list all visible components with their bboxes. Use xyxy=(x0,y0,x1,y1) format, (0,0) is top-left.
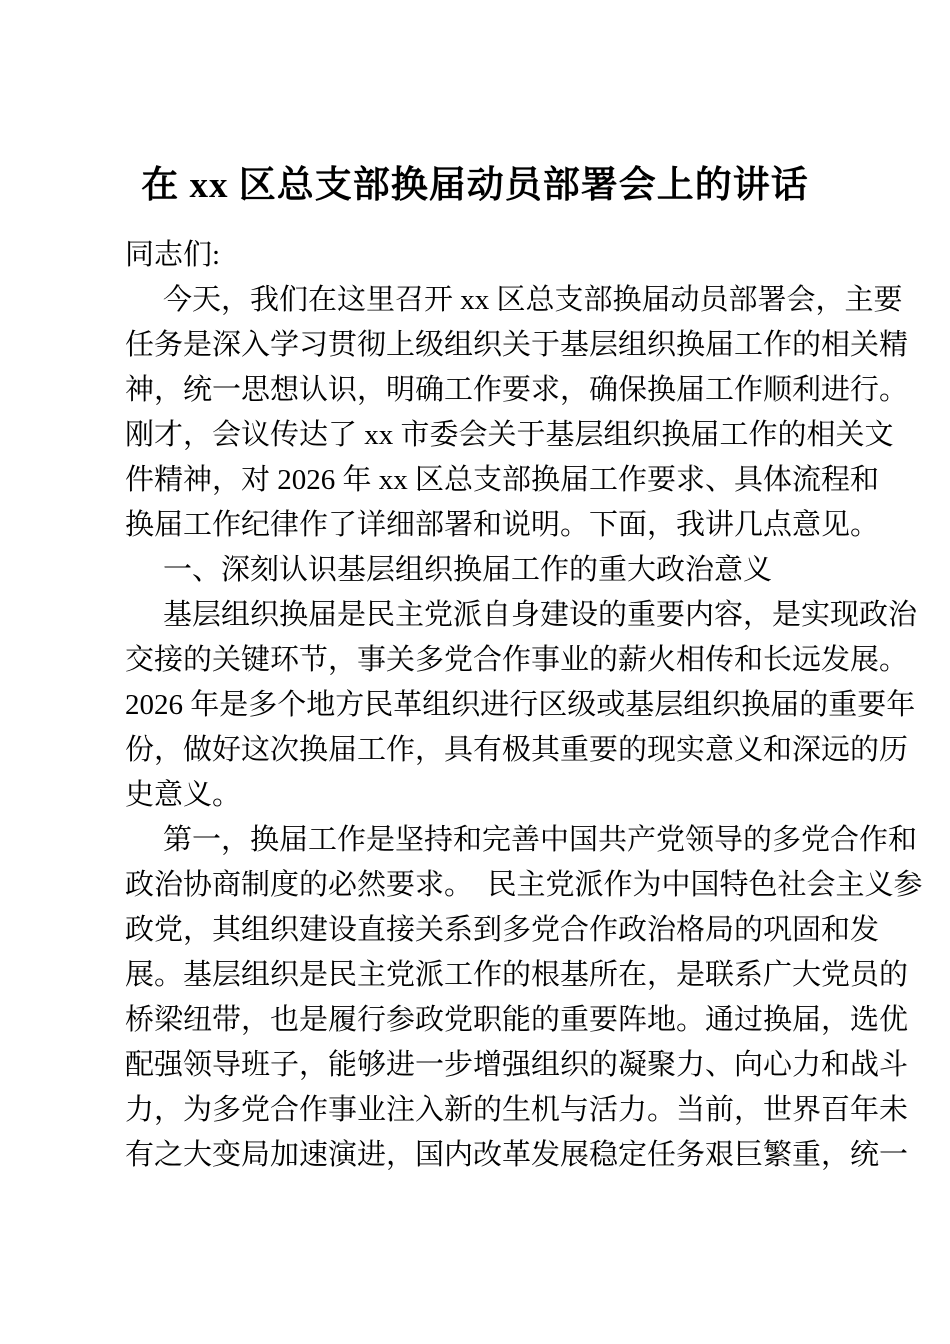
salutation: 同志们: xyxy=(125,239,221,271)
text-line: 桥梁纽带，也是履行参政党职能的重要阵地。通过换届，选优 xyxy=(125,1004,909,1036)
text-line: 力，为多党合作事业注入新的生机与活力。当前，世界百年未 xyxy=(125,1094,909,1126)
text-line: 交接的关键环节，事关多党合作事业的薪火相传和长远发展。 xyxy=(125,644,909,676)
text-line: 一、深刻认识基层组织换届工作的重大政治意义 xyxy=(163,554,773,586)
text-line: 展。基层组织是民主党派工作的根基所在，是联系广大党员的 xyxy=(125,959,909,991)
text-line: 2026 年是多个地方民革组织进行区级或基层组织换届的重要年 xyxy=(125,689,916,721)
text-line: 配强领导班子，能够进一步增强组织的凝聚力、向心力和战斗 xyxy=(125,1049,909,1081)
text-line: 有之大变局加速演进，国内改革发展稳定任务艰巨繁重，统一 xyxy=(125,1139,909,1171)
text-line: 今天，我们在这里召开 xx 区总支部换届动员部署会，主要 xyxy=(163,284,903,316)
document-body xyxy=(125,233,925,1178)
text-line: 史意义。 xyxy=(125,779,242,811)
text-line: 刚才，会议传达了 xx 市委会关于基层组织换届工作的相关文 xyxy=(125,419,894,451)
document-title: 在 xx 区总支部换届动员部署会上的讲话 xyxy=(141,165,809,206)
text-line: 政治协商制度的必然要求。 民主党派作为中国特色社会主义参 xyxy=(125,869,923,901)
text-line: 换届工作纪律作了详细部署和说明。下面，我讲几点意见。 xyxy=(125,509,880,541)
text-line: 份，做好这次换届工作，具有极其重要的现实意义和深远的历 xyxy=(125,734,909,766)
text-line: 神，统一思想认识，明确工作要求，确保换届工作顺利进行。 xyxy=(125,374,909,406)
text-line: 任务是深入学习贯彻上级组织关于基层组织换届工作的相关精 xyxy=(125,329,909,361)
text-line: 基层组织换届是民主党派自身建设的重要内容，是实现政治 xyxy=(163,599,918,631)
text-line: 政党，其组织建设直接关系到多党合作政治格局的巩固和发 xyxy=(125,914,880,946)
text-line: 第一，换届工作是坚持和完善中国共产党领导的多党合作和 xyxy=(163,824,918,856)
text-line: 件精神，对 2026 年 xx 区总支部换届工作要求、具体流程和 xyxy=(125,464,880,496)
